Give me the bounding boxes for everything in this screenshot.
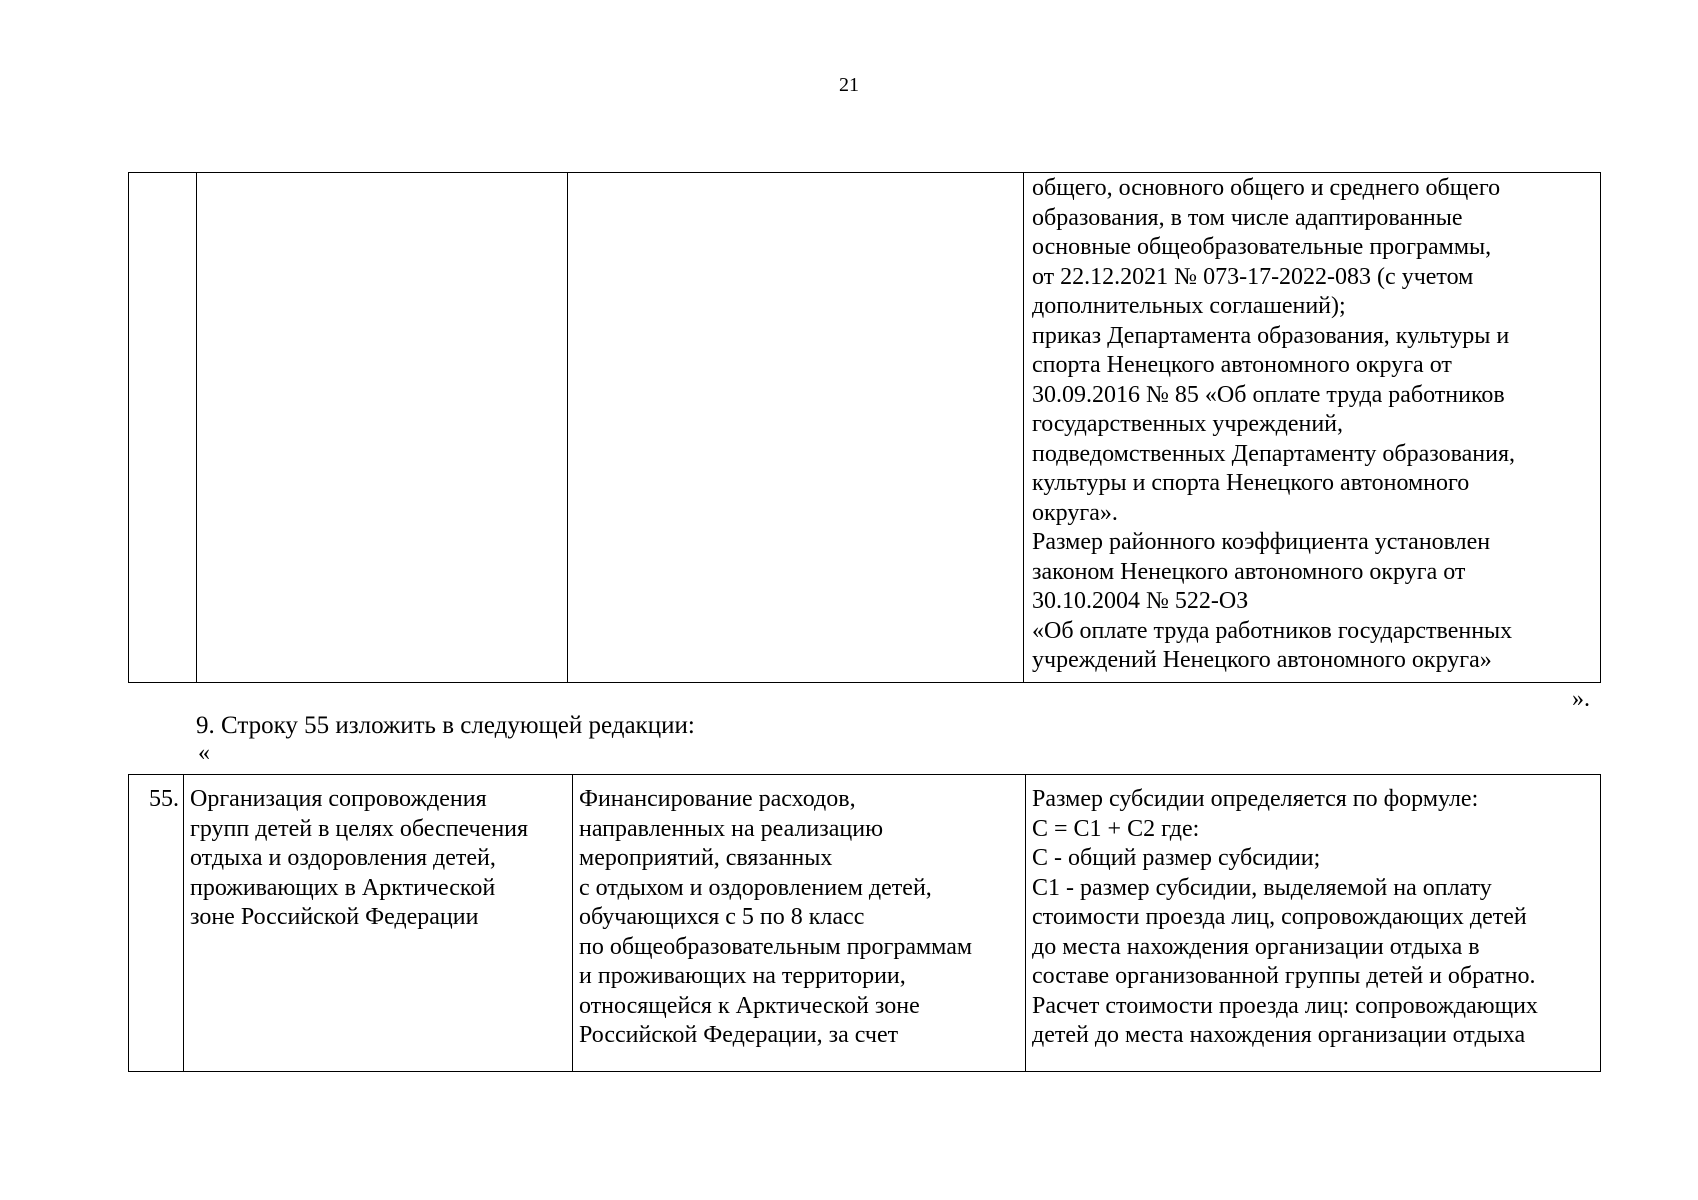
legal-basis-line: до места нахождения организации отдыха в (1032, 933, 1480, 960)
legal-basis-line: спорта Ненецкого автономного округа от (1032, 352, 1452, 378)
closing-quote: ». (1572, 686, 1590, 712)
legal-basis-line: Размер районного коэффициента установлен (1032, 529, 1491, 555)
legal-basis-line: законом Ненецкого автономного округа от (1032, 558, 1466, 585)
legal-basis-line: общего, основного общего и среднего общего (1032, 175, 1501, 201)
activity-name-cell (197, 173, 568, 683)
purpose-line: мероприятий, связанных (579, 845, 833, 871)
activity-name-line: отдыха и оздоровления детей, (190, 845, 496, 871)
legal-basis-line: от 22.12.2021 № 073-17-2022-083 (с учетом (1032, 263, 1474, 290)
legal-basis-line: основные общеобразовательные программы, (1032, 234, 1492, 260)
legal-basis-line: учреждений Ненецкого автономного округа» (1032, 647, 1492, 673)
purpose-cell (568, 173, 1024, 683)
purpose-line: по общеобразовательным программам (579, 933, 973, 960)
legal-basis-line: стоимости проезда лиц, сопровождающих детей (1032, 904, 1527, 930)
legal-basis-line: государственных учреждений, (1032, 411, 1344, 437)
activity-name-line: групп детей в целях обеспечения (190, 815, 529, 842)
continued-table (128, 172, 1601, 683)
legal-basis-line: «Об оплате труда работников государственных (1032, 617, 1513, 644)
table-row (129, 775, 1601, 1072)
legal-basis-cell (1026, 775, 1601, 1072)
legal-basis-line: приказ Департамента образования, культуры и (1032, 322, 1510, 349)
activity-name-line: Организация сопровождения (190, 786, 487, 812)
legal-basis-line: округа». (1032, 499, 1118, 526)
opening-quote: « (198, 740, 210, 766)
legal-basis-line: составе организованной группы детей и обратно. (1032, 963, 1536, 989)
activity-name-line: зоне Российской Федерации (190, 904, 479, 930)
purpose-line: и проживающих на территории, (579, 963, 906, 989)
legal-basis-line: 30.10.2004 № 522-ОЗ (1032, 588, 1249, 614)
purpose-cell (573, 775, 1026, 1072)
purpose-line: направленных на реализацию (579, 815, 884, 842)
legal-basis-line: Размер субсидии определяется по формуле: (1032, 786, 1479, 812)
purpose-line: Российской Федерации, за счет (579, 1022, 899, 1048)
legal-basis-line: 30.09.2016 № 85 «Об оплате труда работников (1032, 381, 1505, 408)
page-number: 21 (839, 74, 859, 96)
table-row (129, 173, 1601, 683)
legal-basis-line: детей до места нахождения организации отдыха (1032, 1022, 1526, 1048)
legal-basis-line: С - общий размер субсидии; (1032, 845, 1321, 871)
legal-basis-cell (1024, 173, 1601, 683)
legal-basis-line: подведомственных Департаменту образования, (1032, 440, 1516, 467)
legal-basis-line: С = С1 + С2 где: (1032, 815, 1200, 842)
legal-basis-line: С1 - размер субсидии, выделяемой на оплату (1032, 874, 1492, 901)
amendment-instruction: 9. Строку 55 изложить в следующей редакции: (196, 712, 695, 739)
legal-basis-line: образования, в том числе адаптированные (1032, 204, 1463, 231)
purpose-line: с отдыхом и оздоровлением детей, (579, 874, 932, 901)
legal-basis-line: культуры и спорта Ненецкого автономного (1032, 470, 1470, 496)
purpose-line: Финансирование расходов, (579, 786, 856, 812)
legal-basis-line: дополнительных соглашений); (1032, 293, 1346, 319)
row-55-table (128, 774, 1601, 1072)
purpose-line: обучающихся с 5 по 8 класс (579, 904, 865, 930)
row-number-cell (129, 173, 197, 683)
activity-name-cell (184, 775, 573, 1072)
row-number-cell: 55. (129, 775, 184, 1072)
legal-basis-line: Расчет стоимости проезда лиц: сопровождающих (1032, 992, 1538, 1019)
purpose-line: относящейся к Арктической зоне (579, 992, 920, 1019)
activity-name-line: проживающих в Арктической (190, 874, 496, 901)
